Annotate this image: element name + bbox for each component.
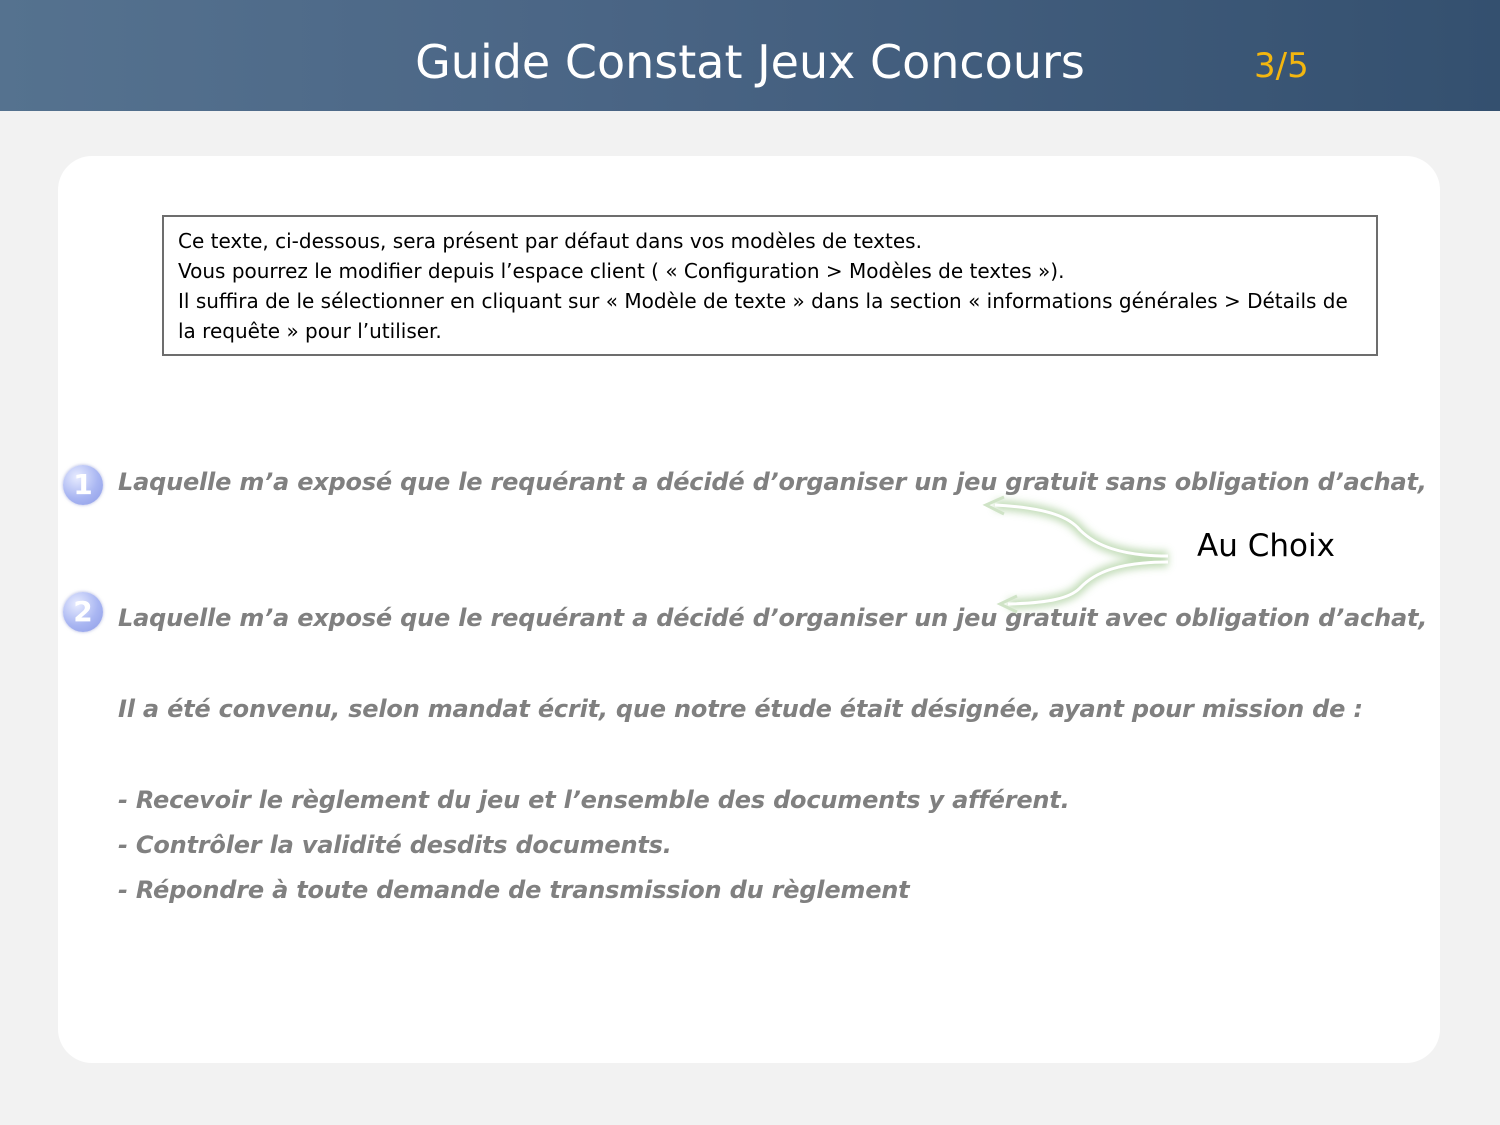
- option-number-badge-2: 2: [63, 592, 103, 632]
- choice-label: Au Choix: [1197, 528, 1335, 564]
- mission-item-3: - Répondre à toute demande de transmission du règlement: [118, 876, 910, 904]
- notice-line: Vous pourrez le modifier depuis l’espace client ( « Configuration > Modèles de textes »).: [178, 259, 1065, 283]
- option-text-2: Laquelle m’a exposé que le requérant a décidé d’organiser un jeu gratuit avec obligation d’achat,: [118, 604, 1428, 632]
- option-number-badge-1: 1: [63, 465, 103, 505]
- page-counter: 3/5: [1254, 46, 1309, 86]
- option-text-1: Laquelle m’a exposé que le requérant a décidé d’organiser un jeu gratuit sans obligation d’achat,: [118, 468, 1427, 496]
- notice-line: Ce texte, ci-dessous, sera présent par défaut dans vos modèles de textes.: [178, 229, 922, 253]
- mission-item-2: - Contrôler la validité desdits documents.: [118, 831, 672, 859]
- mission-item-1: - Recevoir le règlement du jeu et l’ensemble des documents y afférent.: [118, 786, 1070, 814]
- page-title: Guide Constat Jeux Concours: [415, 35, 1085, 89]
- notice-line: Il suffira de le sélectionner en cliquant sur « Modèle de texte » dans la section « informations générales > Détails de: [178, 289, 1348, 313]
- mandate-intro: Il a été convenu, selon mandat écrit, que notre étude était désignée, ayant pour mission de :: [118, 695, 1363, 723]
- notice-line: la requête » pour l’utiliser.: [178, 319, 442, 343]
